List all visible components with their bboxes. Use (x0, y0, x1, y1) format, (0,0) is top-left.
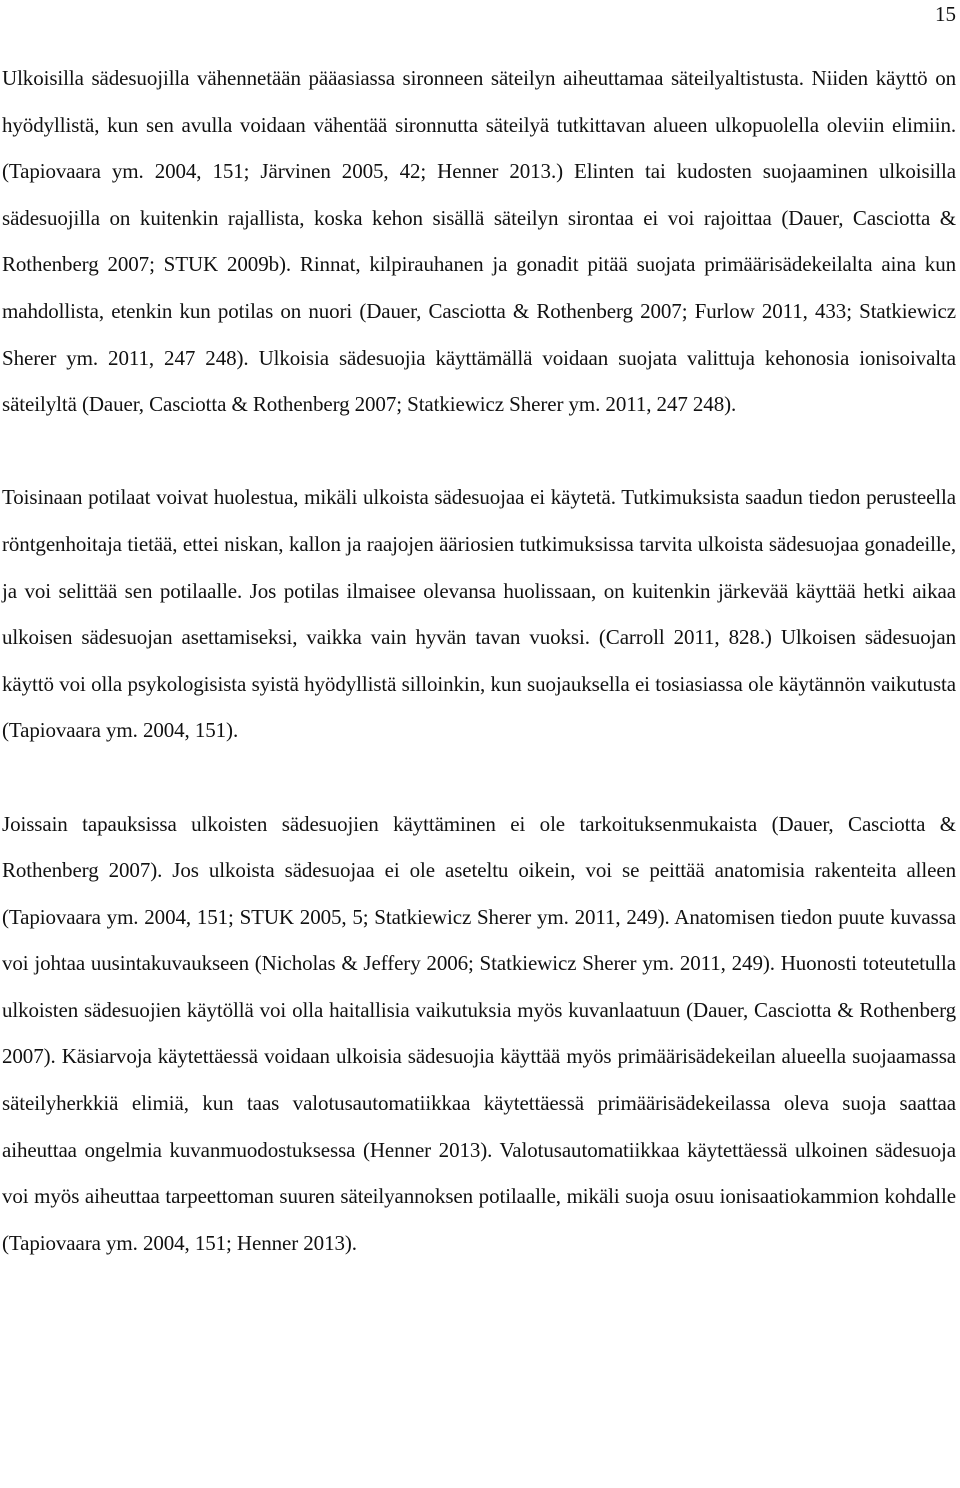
document-body (2, 55, 956, 1266)
page-number: 15 (935, 2, 956, 26)
paragraph-inappropriate-use: Joissain tapauksissa ulkoisten sädesuojien käyttäminen ei ole tarkoituksenmukaista (Dauer, Casciotta & Rothenberg 2007). Jos ulkoista sädesuojaa ei ole aseteltu oikein, voi se peittää anatomisia rakenteita alleen (Tapiovaara ym. 2004, 151; STUK 2005, 5; Statkiewicz Sherer ym. 2011, 249). Anatomisen tiedon puute kuvassa voi johtaa uusintakuvaukseen (Nicholas & Jeffery 2006; Statkiewicz Sherer ym. 2011, 249). Huonosti toteutetulla ulkoisten sädesuojien käytöllä voi olla haitallisia vaikutuksia myös kuvanlaatuun (Dauer, Casciotta & Rothenberg 2007). Käsiarvoja käytettäessä voidaan ulkoisia sädesuojia käyttää myös primäärisädekeilan alueella suojaamassa säteilyherkkiä elimiä, kun taas valotusautomatiikkaa käytettäessä primäärisädekeilassa oleva suoja saattaa aiheuttaa ongelmia kuvanmuodostuksessa (Henner 2013). Valotusautomatiikkaa käytettäessä ulkoinen sädesuoja voi myös aiheuttaa tarpeettoman suuren säteilyannoksen potilaalle, mikäli suoja osuu ionisaatiokammion kohdalle (Tapiovaara ym. 2004, 151; Henner 2013). (2, 811, 956, 1255)
paragraph-patient-concerns: Toisinaan potilaat voivat huolestua, mikäli ulkoista sädesuojaa ei käytetä. Tutkimuksista saadun tiedon perusteella röntgenhoitaja tietää, ettei niskan, kallon ja raajojen ääriosien tutkimuksissa tarvita ulkoista sädesuojaa gonadeille, ja voi selittää sen potilaalle. Jos potilas ilmaisee olevansa huolissaan, on kuitenkin järkevää käyttää hetki aikaa ulkoisen sädesuojan asettamiseksi, vaikka vain hyvän tavan vuoksi. (Carroll 2011, 828.) Ulkoisen sädesuojan käyttö voi olla psykologisista syistä hyödyllistä silloinkin, kun suojauksella ei tosiasiassa ole käytännön vaikutusta (Tapiovaara ym. 2004, 151). (2, 485, 956, 743)
paragraph-external-shields-purpose: Ulkoisilla sädesuojilla vähennetään pääasiassa sironneen säteilyn aiheuttamaa säteilyaltistusta. Niiden käyttö on hyödyllistä, kun sen avulla voidaan vähentää sironnutta säteilyä tutkittavan alueen ulkopuolella oleviin elimiin. (Tapiovaara ym. 2004, 151; Järvinen 2005, 42; Henner 2013.) Elinten tai kudosten suojaaminen ulkoisilla sädesuojilla on kuitenkin rajallista, koska kehon sisällä säteilyn sirontaa ei voi rajoittaa (Dauer, Casciotta & Rothenberg 2007; STUK 2009b). Rinnat, kilpirauhanen ja gonadit pitää suojata primäärisädekeilalta aina kun mahdollista, etenkin kun potilas on nuori (Dauer, Casciotta & Rothenberg 2007; Furlow 2011, 433; Statkiewicz Sherer ym. 2011, 247 248). Ulkoisia sädesuojia käyttämällä voidaan suojata valittuja kehonosia ionisoivalta säteilyltä (Dauer, Casciotta & Rothenberg 2007; Statkiewicz Sherer ym. 2011, 247 248). (2, 66, 956, 417)
